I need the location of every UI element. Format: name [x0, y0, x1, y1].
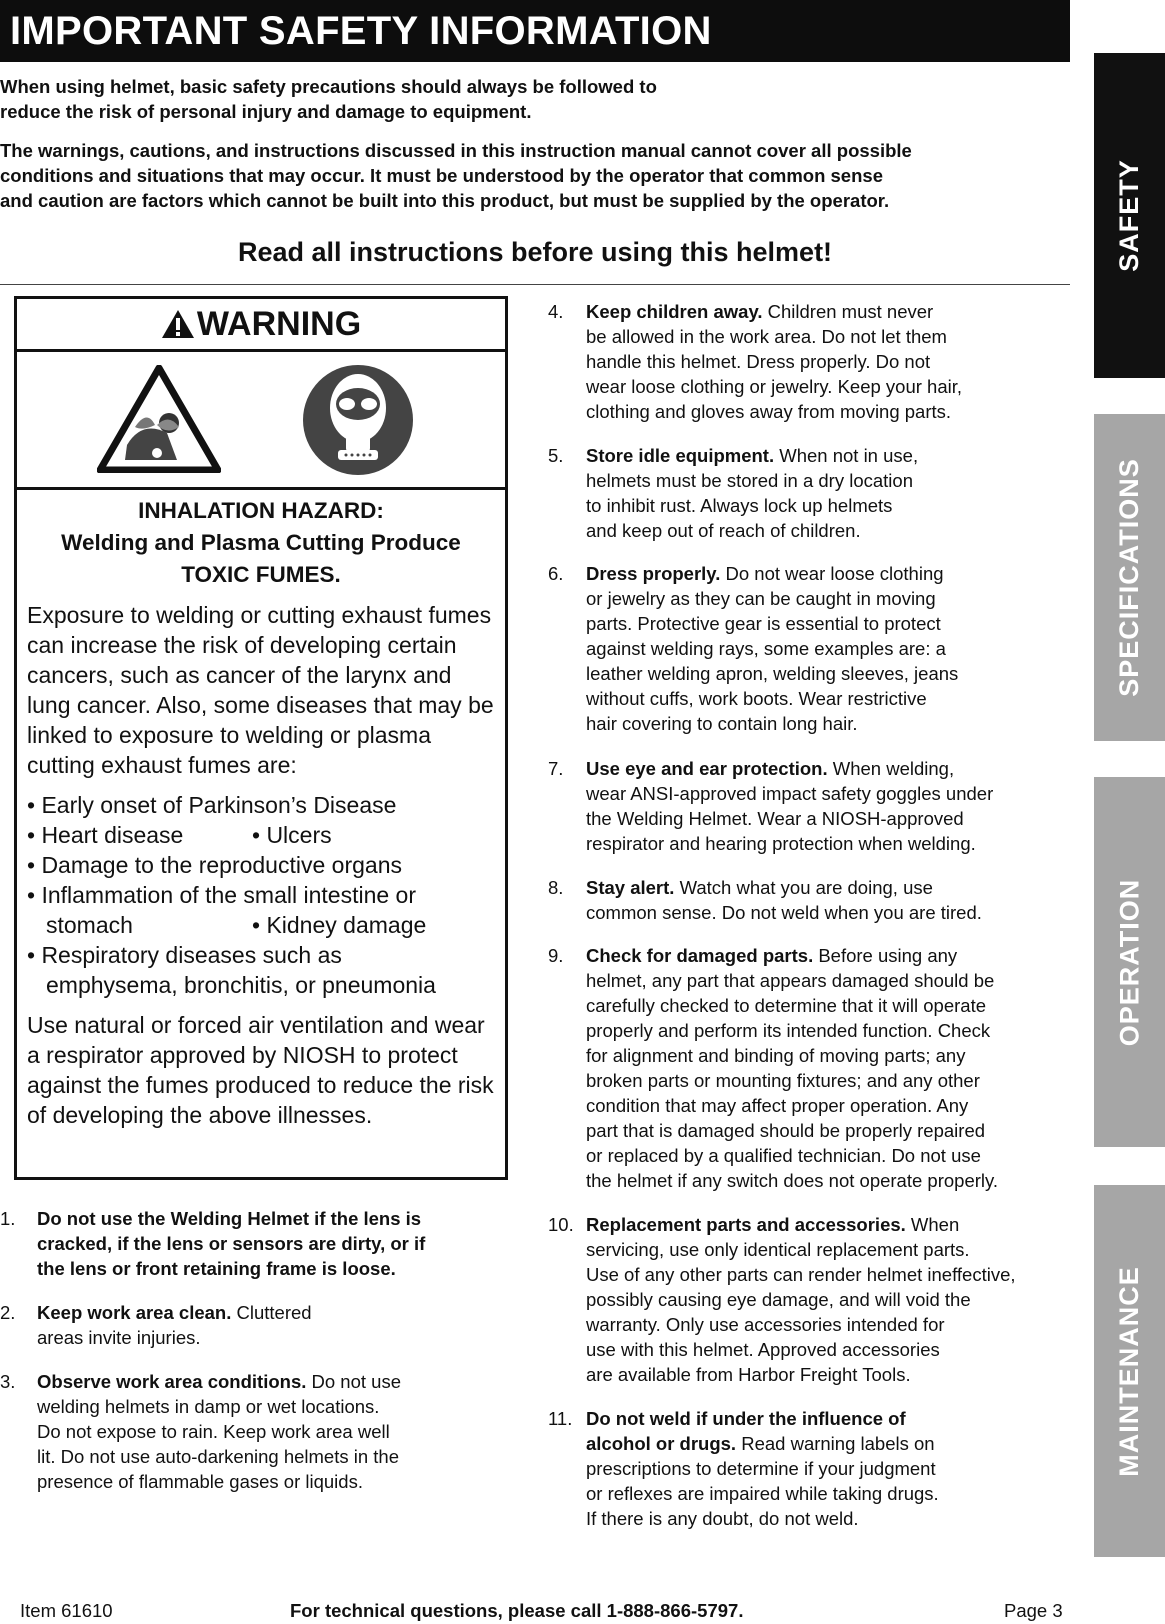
item-number: 9.	[548, 945, 564, 966]
read-all-instructions-heading: Read all instructions before using this helmet!	[237, 237, 833, 267]
item-body: When not in use, helmets must be stored in a dry location to inhibit rust. Always lock up helmets and keep out of reach of children.	[586, 445, 919, 541]
tab-maintenance-label: MAINTENANCE	[1114, 1265, 1144, 1477]
item-title: Keep work area clean.	[37, 1302, 232, 1323]
item-body: When welding, wear ANSI-approved impact safety goggles under the Welding Helmet. Wear a NIOSH-approved respirator and hearing protection when welding.	[586, 758, 994, 854]
intro-section	[0, 74, 1060, 227]
exposure-paragraph: Exposure to welding or cutting exhaust fumes can increase the risk of developing certain cancers, such as cancer of the larynx and lung cancer. Also, some diseases that may be linked to exposure to welding or plasma cutting exhaust fumes are:	[27, 602, 494, 778]
item-body: Cluttered areas invite injuries.	[37, 1302, 312, 1348]
item-body: Do not use welding helmets in damp or wet locations. Do not expose to rain. Keep work area well lit. Do not use auto-darkening helmets in the presence of flammable gases or liquids.	[37, 1371, 401, 1492]
warning-triangle-icon	[161, 309, 195, 339]
item-body: Read warning labels on prescriptions to determine if your judgment or reflexes are impaired while taking drugs. If there is any doubt, do not weld.	[586, 1433, 939, 1529]
item-body: Before using any helmet, any part that appears damaged should be carefully checked to determine that it will operate properly and perform its intended function. Check for alignment and binding of moving parts; any broken parts or mounting fixtures; and any other condition that may affect proper operation. Any part that is damaged should be properly repaired or replaced by a qualified technician. Do not use the helmet if any switch does not operate properly.	[586, 945, 999, 1191]
footer-item-number: Item 61610	[20, 1600, 113, 1621]
list-item	[0, 1300, 500, 1350]
warning-icons-row	[17, 352, 505, 490]
warning-header	[17, 299, 505, 352]
item-number: 3.	[0, 1371, 16, 1392]
item-title: Observe work area conditions.	[37, 1371, 307, 1392]
bullet-row-heart-ulcers	[27, 820, 495, 850]
bullet-respiratory-continued: emphysema, bronchitis, or pneumonia	[46, 972, 436, 998]
list-item	[548, 1212, 1083, 1387]
list-item	[0, 1369, 500, 1494]
item-title: Do not use the Welding Helmet if the lens is cracked, if the lens or sensors are dirty, or if the lens or front retaining frame is loose.	[37, 1208, 426, 1279]
list-item	[548, 756, 1083, 856]
warning-label: WARNING	[196, 304, 362, 343]
item-title: Dress properly.	[586, 563, 721, 584]
footer-page-number: Page 3	[1004, 1600, 1063, 1621]
item-number: 10.	[548, 1214, 574, 1235]
item-number: 1.	[0, 1208, 16, 1229]
item-title: Use eye and ear protection.	[586, 758, 828, 779]
warning-box	[14, 296, 508, 1180]
intro-paragraph-1: When using helmet, basic safety precautions should always be followed to reduce the risk of personal injury and damage to equipment.	[0, 76, 657, 122]
tab-operation-label: OPERATION	[1114, 878, 1145, 1046]
tab-specifications-label: SPECIFICATIONS	[1114, 458, 1144, 697]
tab-maintenance[interactable]	[1094, 1185, 1165, 1557]
item-number: 7.	[548, 758, 564, 779]
item-title: Do not weld if under the influence of alcohol or drugs.	[586, 1408, 906, 1454]
item-title: Store idle equipment.	[586, 445, 775, 466]
bullet-kidney-damage: • Kidney damage	[252, 912, 427, 938]
page-title: IMPORTANT SAFETY INFORMATION	[0, 0, 1070, 62]
item-number: 11.	[548, 1408, 573, 1429]
section-divider	[0, 284, 1070, 285]
item-body: Children must never be allowed in the work area. Do not let them handle this helmet. Dress properly. Do not wear loose clothing or jewelry. Keep your hair, clothing and gloves away from moving parts.	[586, 301, 963, 422]
hazard-line-1: INHALATION HAZARD:	[138, 498, 384, 523]
inhalation-hazard-icon	[97, 365, 221, 473]
item-body: Watch what you are doing, use common sense. Do not weld when you are tired.	[586, 877, 982, 923]
tab-operation[interactable]	[1094, 777, 1165, 1147]
list-item	[548, 875, 1083, 925]
tab-specifications[interactable]	[1094, 414, 1165, 741]
list-item	[548, 443, 1083, 543]
bullet-ulcers: • Ulcers	[252, 822, 332, 848]
footer-tech-support: For technical questions, please call 1-888-866-5797.	[290, 1600, 744, 1621]
list-item	[0, 1206, 500, 1281]
disease-bullet-list	[27, 790, 495, 1000]
bullet-stomach: stomach	[46, 912, 133, 938]
item-title: Replacement parts and accessories.	[586, 1214, 906, 1235]
tab-safety[interactable]	[1094, 53, 1165, 378]
item-number: 4.	[548, 301, 564, 322]
item-number: 8.	[548, 877, 564, 898]
list-item	[548, 561, 1083, 736]
hazard-line-2: Welding and Plasma Cutting Produce	[61, 530, 461, 555]
item-number: 2.	[0, 1302, 16, 1323]
item-title: Check for damaged parts.	[586, 945, 814, 966]
item-body: When servicing, use only identical replacement parts. Use of any other parts can render helmet ineffective, possibly causing eye damage, and will void the warranty. Only use accessories intended for use with this helmet. Approved accessories are available from Harbor Freight Tools.	[586, 1214, 1016, 1385]
list-item	[548, 299, 1083, 424]
intro-paragraph-2: The warnings, cautions, and instructions discussed in this instruction manual cannot cover all possible conditions and situations that may occur. It must be understood by the operator that common sense and caution are factors which cannot be built into this product, but must be supplied by the operator.	[0, 140, 912, 211]
warning-body	[17, 490, 505, 1130]
bullet-parkinsons: • Early onset of Parkinson’s Disease	[27, 792, 397, 818]
bullet-row-stomach-kidney	[27, 910, 495, 940]
tab-safety-label: SAFETY	[1114, 159, 1145, 272]
item-number: 5.	[548, 445, 564, 466]
item-title: Keep children away.	[586, 301, 763, 322]
list-item	[548, 1406, 1083, 1531]
bullet-inflammation: • Inflammation of the small intestine or	[27, 882, 417, 908]
bullet-reproductive: • Damage to the reproductive organs	[27, 852, 402, 878]
item-title: Stay alert.	[586, 877, 675, 898]
list-item	[548, 943, 1083, 1193]
bullet-heart-disease: • Heart disease	[27, 822, 184, 848]
item-body: Do not wear loose clothing or jewelry as they can be caught in moving parts. Protective gear is essential to protect against welding rays, some examples are: a leather welding apron, welding sleeves, jeans without cuffs, work boots. Wear restrictive hair covering to contain long hair.	[586, 563, 959, 734]
item-number: 6.	[548, 563, 564, 584]
hazard-line-3: TOXIC FUMES.	[181, 562, 341, 587]
ventilation-paragraph: Use natural or forced air ventilation and wear a respirator approved by NIOSH to protect against the fumes produced to reduce the risk of developing the above illnesses.	[27, 1012, 494, 1128]
bullet-respiratory: • Respiratory diseases such as	[27, 942, 342, 968]
respirator-icon	[302, 364, 414, 476]
